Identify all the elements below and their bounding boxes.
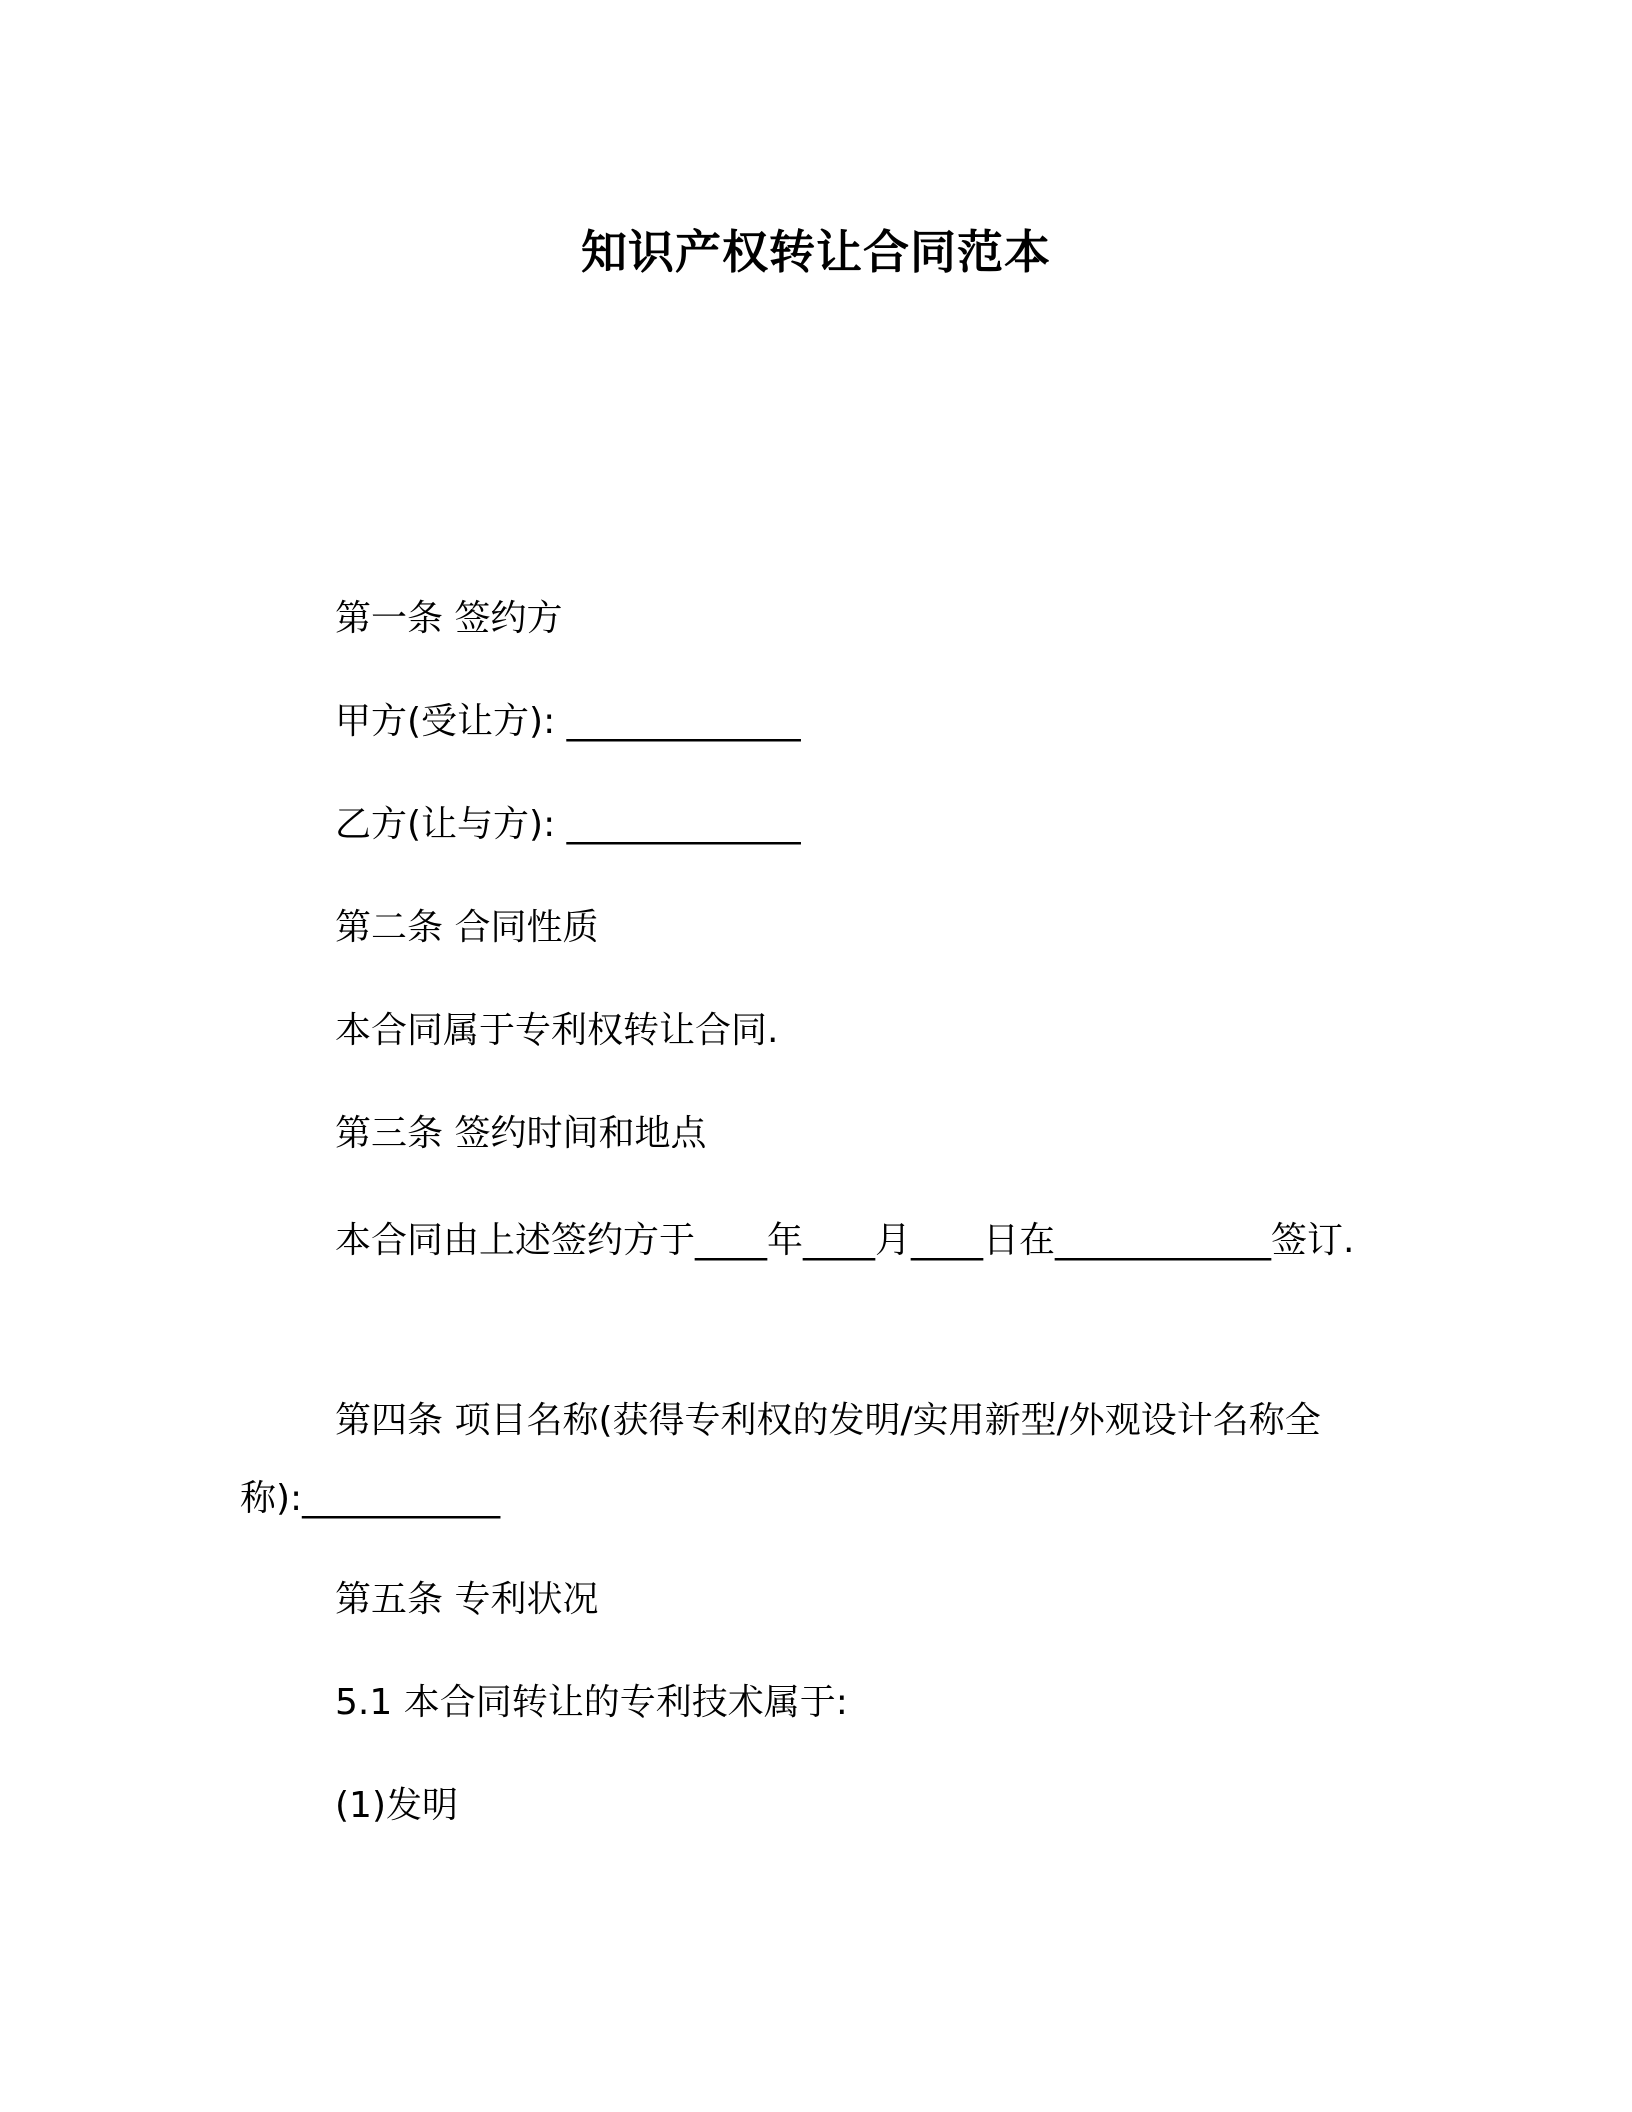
article-5-heading: 第五条 专利状况: [335, 1579, 599, 1620]
option-invention: (1)发明: [335, 1785, 458, 1826]
article-4-project-name: 第四条 项目名称(获得专利权的发明/实用新型/外观设计名称全称):___________: [240, 1400, 1321, 1519]
party-b-line: 乙方(让与方): _____________: [335, 804, 801, 845]
document-title: 知识产权转让合同范本: [581, 225, 1051, 279]
article-3-heading: 第三条 签约时间和地点: [335, 1113, 707, 1154]
article-2-heading: 第二条 合同性质: [335, 907, 599, 948]
article-1-heading: 第一条 签约方: [335, 598, 563, 639]
contract-nature-text: 本合同属于专利权转让合同.: [335, 1010, 779, 1051]
signing-time-place-text: 本合同由上述签约方于____年____月____日在____________签订.: [335, 1220, 1355, 1261]
clause-5-1-text: 5.1 本合同转让的专利技术属于:: [335, 1682, 848, 1723]
party-a-line: 甲方(受让方): _____________: [335, 701, 801, 742]
